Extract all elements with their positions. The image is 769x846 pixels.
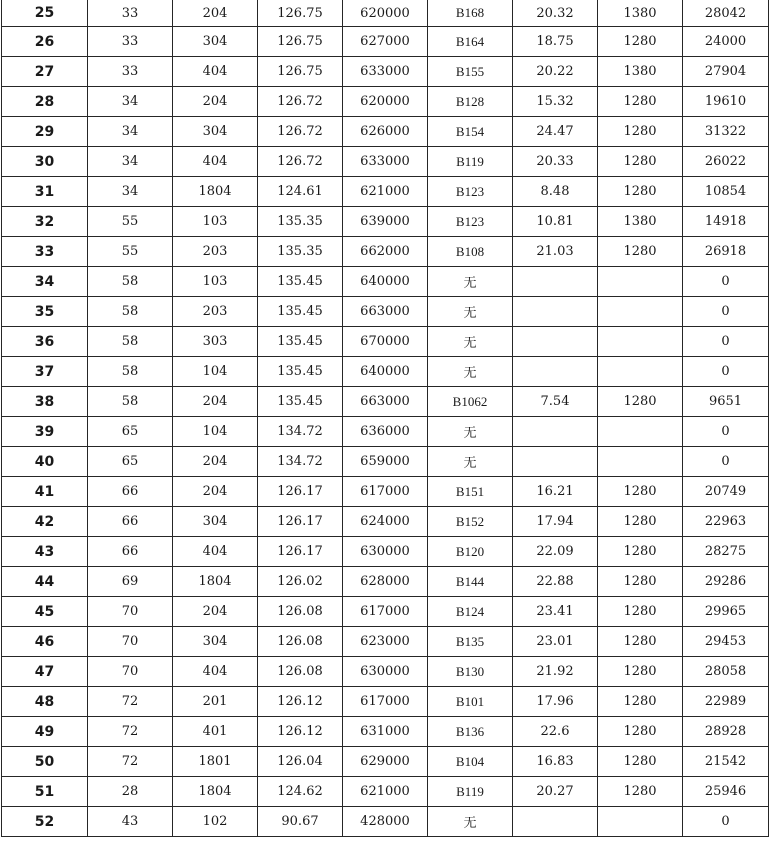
col-c-cell: 204 [173, 477, 258, 507]
table-row [2, 477, 769, 507]
col-d-cell: 135.45 [258, 327, 343, 357]
col-c-cell: 203 [173, 297, 258, 327]
col-c-cell: 304 [173, 627, 258, 657]
row-number-cell: 47 [2, 657, 88, 687]
col-g-cell [513, 297, 598, 327]
col-b-cell: 65 [88, 417, 173, 447]
col-e-cell: 617000 [343, 477, 428, 507]
col-c-cell: 1804 [173, 177, 258, 207]
col-d-cell: 126.75 [258, 57, 343, 87]
col-b-cell: 66 [88, 507, 173, 537]
code-cell: B128 [428, 87, 513, 117]
code-cell: B104 [428, 747, 513, 777]
col-b-cell: 34 [88, 117, 173, 147]
col-d-cell: 126.02 [258, 567, 343, 597]
col-e-cell: 663000 [343, 387, 428, 417]
col-g-cell: 21.03 [513, 237, 598, 267]
row-number-cell: 34 [2, 267, 88, 297]
col-d-cell: 90.67 [258, 807, 343, 837]
col-h-cell: 1280 [598, 27, 683, 57]
code-cell: B154 [428, 117, 513, 147]
col-i-cell: 10854 [683, 177, 769, 207]
col-b-cell: 58 [88, 387, 173, 417]
col-h-cell: 1280 [598, 717, 683, 747]
col-d-cell: 124.62 [258, 777, 343, 807]
table-row [2, 597, 769, 627]
col-i-cell: 26022 [683, 147, 769, 177]
code-cell: 无 [428, 447, 513, 477]
col-i-cell: 9651 [683, 387, 769, 417]
col-i-cell: 28275 [683, 537, 769, 567]
row-number-cell: 49 [2, 717, 88, 747]
table-row [2, 627, 769, 657]
col-d-cell: 126.72 [258, 117, 343, 147]
col-i-cell: 24000 [683, 27, 769, 57]
col-h-cell [598, 357, 683, 387]
col-d-cell: 135.45 [258, 297, 343, 327]
col-c-cell: 204 [173, 87, 258, 117]
col-e-cell: 617000 [343, 597, 428, 627]
row-number-cell: 33 [2, 237, 88, 267]
col-b-cell: 70 [88, 627, 173, 657]
col-i-cell: 0 [683, 447, 769, 477]
col-b-cell: 69 [88, 567, 173, 597]
col-b-cell: 34 [88, 177, 173, 207]
col-d-cell: 134.72 [258, 417, 343, 447]
row-number-cell: 26 [2, 27, 88, 57]
col-i-cell: 28928 [683, 717, 769, 747]
code-cell: B119 [428, 777, 513, 807]
col-g-cell: 23.41 [513, 597, 598, 627]
row-number-cell: 31 [2, 177, 88, 207]
col-d-cell: 126.75 [258, 0, 343, 27]
col-g-cell: 16.21 [513, 477, 598, 507]
col-b-cell: 43 [88, 807, 173, 837]
col-g-cell: 20.22 [513, 57, 598, 87]
col-c-cell: 103 [173, 207, 258, 237]
table-row [2, 747, 769, 777]
col-b-cell: 66 [88, 477, 173, 507]
table-row [2, 717, 769, 747]
col-d-cell: 126.17 [258, 507, 343, 537]
col-h-cell [598, 267, 683, 297]
col-d-cell: 135.45 [258, 387, 343, 417]
col-b-cell: 58 [88, 357, 173, 387]
col-c-cell: 1804 [173, 567, 258, 597]
table-row [2, 87, 769, 117]
table-row [2, 777, 769, 807]
col-e-cell: 630000 [343, 537, 428, 567]
col-i-cell: 26918 [683, 237, 769, 267]
row-number-cell: 42 [2, 507, 88, 537]
col-e-cell: 428000 [343, 807, 428, 837]
table-row [2, 117, 769, 147]
col-g-cell: 21.92 [513, 657, 598, 687]
col-g-cell [513, 267, 598, 297]
col-g-cell: 20.33 [513, 147, 598, 177]
col-h-cell [598, 327, 683, 357]
col-i-cell: 14918 [683, 207, 769, 237]
col-h-cell: 1280 [598, 567, 683, 597]
table-row [2, 567, 769, 597]
col-c-cell: 404 [173, 537, 258, 567]
col-e-cell: 629000 [343, 747, 428, 777]
row-number-cell: 41 [2, 477, 88, 507]
code-cell: 无 [428, 297, 513, 327]
col-c-cell: 404 [173, 147, 258, 177]
code-cell: B155 [428, 57, 513, 87]
col-b-cell: 55 [88, 237, 173, 267]
row-number-cell: 45 [2, 597, 88, 627]
table-row [2, 27, 769, 57]
col-h-cell: 1380 [598, 207, 683, 237]
col-h-cell: 1280 [598, 507, 683, 537]
col-i-cell: 29965 [683, 597, 769, 627]
col-c-cell: 401 [173, 717, 258, 747]
table-row [2, 147, 769, 177]
col-e-cell: 627000 [343, 27, 428, 57]
col-h-cell: 1280 [598, 597, 683, 627]
row-number-cell: 29 [2, 117, 88, 147]
col-i-cell: 22989 [683, 687, 769, 717]
col-d-cell: 126.12 [258, 717, 343, 747]
code-cell: B144 [428, 567, 513, 597]
code-cell: B164 [428, 27, 513, 57]
col-e-cell: 639000 [343, 207, 428, 237]
col-c-cell: 201 [173, 687, 258, 717]
col-g-cell: 23.01 [513, 627, 598, 657]
col-d-cell: 126.17 [258, 477, 343, 507]
col-b-cell: 72 [88, 687, 173, 717]
col-e-cell: 630000 [343, 657, 428, 687]
col-d-cell: 124.61 [258, 177, 343, 207]
col-c-cell: 304 [173, 117, 258, 147]
row-number-cell: 50 [2, 747, 88, 777]
col-d-cell: 126.72 [258, 87, 343, 117]
code-cell: B136 [428, 717, 513, 747]
col-i-cell: 29286 [683, 567, 769, 597]
row-number-cell: 38 [2, 387, 88, 417]
col-c-cell: 304 [173, 27, 258, 57]
col-g-cell: 17.94 [513, 507, 598, 537]
col-g-cell [513, 807, 598, 837]
col-g-cell [513, 447, 598, 477]
col-b-cell: 70 [88, 657, 173, 687]
col-e-cell: 620000 [343, 0, 428, 27]
col-h-cell: 1280 [598, 387, 683, 417]
col-d-cell: 135.35 [258, 207, 343, 237]
code-cell: B123 [428, 207, 513, 237]
col-b-cell: 58 [88, 297, 173, 327]
col-i-cell: 0 [683, 357, 769, 387]
col-b-cell: 28 [88, 777, 173, 807]
col-i-cell: 0 [683, 297, 769, 327]
col-i-cell: 28042 [683, 0, 769, 27]
col-b-cell: 70 [88, 597, 173, 627]
col-b-cell: 33 [88, 0, 173, 27]
col-c-cell: 303 [173, 327, 258, 357]
col-h-cell [598, 417, 683, 447]
col-i-cell: 21542 [683, 747, 769, 777]
col-i-cell: 0 [683, 417, 769, 447]
data-table [1, 0, 769, 837]
table-row [2, 507, 769, 537]
col-g-cell: 22.09 [513, 537, 598, 567]
col-h-cell: 1280 [598, 747, 683, 777]
col-e-cell: 633000 [343, 57, 428, 87]
row-number-cell: 27 [2, 57, 88, 87]
col-g-cell: 15.32 [513, 87, 598, 117]
row-number-cell: 43 [2, 537, 88, 567]
table-row [2, 387, 769, 417]
col-d-cell: 126.08 [258, 597, 343, 627]
col-e-cell: 621000 [343, 777, 428, 807]
col-g-cell [513, 357, 598, 387]
col-c-cell: 204 [173, 597, 258, 627]
code-cell: 无 [428, 807, 513, 837]
row-number-cell: 35 [2, 297, 88, 327]
col-c-cell: 1804 [173, 777, 258, 807]
code-cell: B108 [428, 237, 513, 267]
row-number-cell: 30 [2, 147, 88, 177]
code-cell: 无 [428, 327, 513, 357]
table-row [2, 807, 769, 837]
col-e-cell: 636000 [343, 417, 428, 447]
col-e-cell: 620000 [343, 87, 428, 117]
col-e-cell: 670000 [343, 327, 428, 357]
col-h-cell: 1280 [598, 477, 683, 507]
col-c-cell: 204 [173, 387, 258, 417]
col-i-cell: 25946 [683, 777, 769, 807]
col-e-cell: 663000 [343, 297, 428, 327]
col-b-cell: 58 [88, 327, 173, 357]
table-row [2, 657, 769, 687]
row-number-cell: 39 [2, 417, 88, 447]
table-row [2, 687, 769, 717]
col-c-cell: 204 [173, 447, 258, 477]
row-number-cell: 52 [2, 807, 88, 837]
col-d-cell: 126.04 [258, 747, 343, 777]
col-d-cell: 126.08 [258, 657, 343, 687]
col-i-cell: 27904 [683, 57, 769, 87]
col-c-cell: 203 [173, 237, 258, 267]
table-body [2, 0, 769, 837]
code-cell: B151 [428, 477, 513, 507]
col-b-cell: 33 [88, 57, 173, 87]
table-row [2, 237, 769, 267]
col-g-cell: 22.88 [513, 567, 598, 597]
col-h-cell: 1380 [598, 57, 683, 87]
col-g-cell: 17.96 [513, 687, 598, 717]
row-number-cell: 48 [2, 687, 88, 717]
table-row [2, 297, 769, 327]
code-cell: B135 [428, 627, 513, 657]
col-i-cell: 22963 [683, 507, 769, 537]
col-e-cell: 640000 [343, 267, 428, 297]
col-e-cell: 631000 [343, 717, 428, 747]
col-g-cell: 7.54 [513, 387, 598, 417]
col-c-cell: 103 [173, 267, 258, 297]
code-cell: B130 [428, 657, 513, 687]
col-d-cell: 126.17 [258, 537, 343, 567]
col-h-cell: 1280 [598, 177, 683, 207]
code-cell: B124 [428, 597, 513, 627]
row-number-cell: 51 [2, 777, 88, 807]
col-g-cell: 18.75 [513, 27, 598, 57]
col-e-cell: 624000 [343, 507, 428, 537]
col-i-cell: 0 [683, 327, 769, 357]
col-c-cell: 1801 [173, 747, 258, 777]
col-e-cell: 626000 [343, 117, 428, 147]
col-b-cell: 58 [88, 267, 173, 297]
col-h-cell: 1280 [598, 237, 683, 267]
col-h-cell: 1280 [598, 627, 683, 657]
col-d-cell: 126.72 [258, 147, 343, 177]
col-i-cell: 31322 [683, 117, 769, 147]
col-g-cell: 20.27 [513, 777, 598, 807]
col-g-cell [513, 417, 598, 447]
col-b-cell: 72 [88, 747, 173, 777]
col-i-cell: 0 [683, 807, 769, 837]
col-i-cell: 28058 [683, 657, 769, 687]
col-h-cell: 1280 [598, 687, 683, 717]
col-c-cell: 204 [173, 0, 258, 27]
col-e-cell: 628000 [343, 567, 428, 597]
col-i-cell: 29453 [683, 627, 769, 657]
col-e-cell: 633000 [343, 147, 428, 177]
code-cell: B101 [428, 687, 513, 717]
col-d-cell: 135.45 [258, 267, 343, 297]
col-b-cell: 55 [88, 207, 173, 237]
row-number-cell: 37 [2, 357, 88, 387]
code-cell: 无 [428, 267, 513, 297]
col-e-cell: 623000 [343, 627, 428, 657]
table-row [2, 177, 769, 207]
col-h-cell: 1280 [598, 87, 683, 117]
col-h-cell: 1280 [598, 117, 683, 147]
col-g-cell: 10.81 [513, 207, 598, 237]
row-number-cell: 25 [2, 0, 88, 27]
col-h-cell: 1280 [598, 147, 683, 177]
col-g-cell [513, 327, 598, 357]
table-row [2, 327, 769, 357]
row-number-cell: 40 [2, 447, 88, 477]
col-h-cell: 1380 [598, 0, 683, 27]
col-h-cell: 1280 [598, 657, 683, 687]
col-i-cell: 20749 [683, 477, 769, 507]
col-i-cell: 19610 [683, 87, 769, 117]
col-b-cell: 72 [88, 717, 173, 747]
col-b-cell: 66 [88, 537, 173, 567]
col-e-cell: 617000 [343, 687, 428, 717]
col-c-cell: 404 [173, 657, 258, 687]
col-g-cell: 8.48 [513, 177, 598, 207]
col-d-cell: 126.08 [258, 627, 343, 657]
col-e-cell: 659000 [343, 447, 428, 477]
table-row [2, 207, 769, 237]
code-cell: B120 [428, 537, 513, 567]
col-h-cell [598, 297, 683, 327]
code-cell: B123 [428, 177, 513, 207]
code-cell: B119 [428, 147, 513, 177]
col-d-cell: 134.72 [258, 447, 343, 477]
table-row [2, 57, 769, 87]
row-number-cell: 28 [2, 87, 88, 117]
col-h-cell [598, 807, 683, 837]
col-g-cell: 16.83 [513, 747, 598, 777]
table-row [2, 537, 769, 567]
col-b-cell: 65 [88, 447, 173, 477]
col-g-cell: 22.6 [513, 717, 598, 747]
col-e-cell: 662000 [343, 237, 428, 267]
code-cell: B152 [428, 507, 513, 537]
col-d-cell: 135.35 [258, 237, 343, 267]
col-c-cell: 104 [173, 417, 258, 447]
code-cell: B168 [428, 0, 513, 27]
row-number-cell: 44 [2, 567, 88, 597]
table-row [2, 357, 769, 387]
col-b-cell: 34 [88, 147, 173, 177]
table-row [2, 447, 769, 477]
col-g-cell: 24.47 [513, 117, 598, 147]
col-g-cell: 20.32 [513, 0, 598, 27]
col-c-cell: 304 [173, 507, 258, 537]
col-h-cell: 1280 [598, 537, 683, 567]
col-c-cell: 404 [173, 57, 258, 87]
col-h-cell: 1280 [598, 777, 683, 807]
row-number-cell: 32 [2, 207, 88, 237]
code-cell: 无 [428, 357, 513, 387]
col-e-cell: 640000 [343, 357, 428, 387]
col-c-cell: 104 [173, 357, 258, 387]
code-cell: 无 [428, 417, 513, 447]
row-number-cell: 36 [2, 327, 88, 357]
col-h-cell [598, 447, 683, 477]
col-d-cell: 135.45 [258, 357, 343, 387]
col-e-cell: 621000 [343, 177, 428, 207]
col-b-cell: 34 [88, 87, 173, 117]
col-c-cell: 102 [173, 807, 258, 837]
table-row [2, 417, 769, 447]
table-row [2, 267, 769, 297]
col-d-cell: 126.75 [258, 27, 343, 57]
table-row [2, 0, 769, 27]
col-b-cell: 33 [88, 27, 173, 57]
col-d-cell: 126.12 [258, 687, 343, 717]
col-i-cell: 0 [683, 267, 769, 297]
row-number-cell: 46 [2, 627, 88, 657]
code-cell: B1062 [428, 387, 513, 417]
